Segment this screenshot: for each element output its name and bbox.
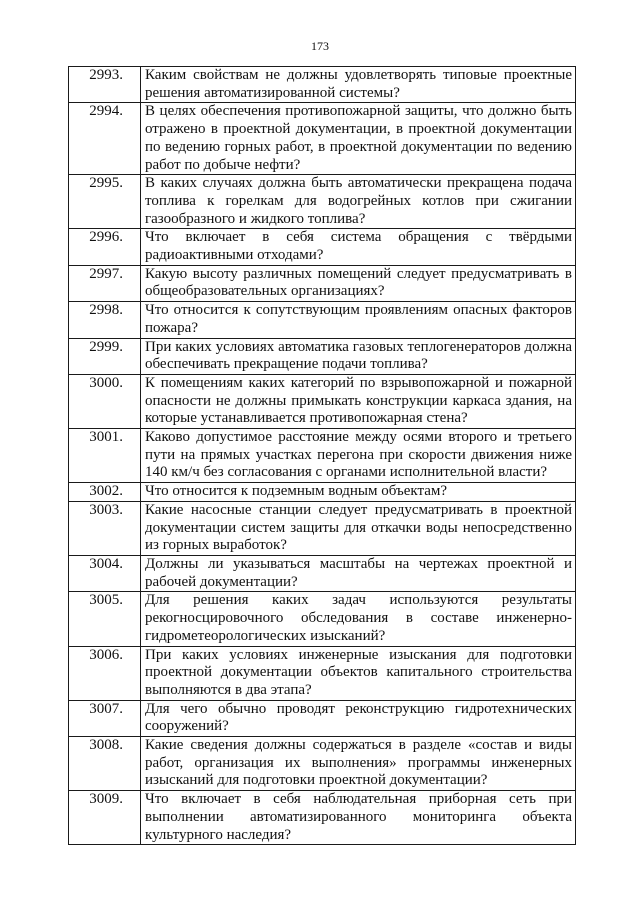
question-number: 2997. bbox=[69, 265, 141, 301]
question-number: 3001. bbox=[69, 429, 141, 483]
question-text: При каких условиях автоматика газовых теплогенераторов должна обеспечивать прекращение подачи топлива? bbox=[141, 338, 576, 374]
question-row bbox=[69, 374, 576, 428]
question-text: К помещениям каких категорий по взрывопожарной и пожарной опасности не должны примыкать конструкции каркаса здания, на которые устанавливается противопожарная стена? bbox=[141, 374, 576, 428]
question-number: 2995. bbox=[69, 175, 141, 229]
question-text: При каких условиях инженерные изыскания для подготовки проектной документации объектов капитального строительства выполняются в два этапа? bbox=[141, 646, 576, 700]
question-number: 3009. bbox=[69, 791, 141, 845]
question-number: 3006. bbox=[69, 646, 141, 700]
question-number: 3007. bbox=[69, 700, 141, 736]
question-row bbox=[69, 429, 576, 483]
question-text: Что относится к сопутствующим проявлениям опасных факторов пожара? bbox=[141, 302, 576, 338]
question-row bbox=[69, 67, 576, 103]
question-number: 3004. bbox=[69, 555, 141, 591]
question-text: В целях обеспечения противопожарной защиты, что должно быть отражено в проектной документации, в проектной документации по ведению горных работ, в проектной документации по ведению работ по добыче нефти? bbox=[141, 103, 576, 175]
question-number: 2994. bbox=[69, 103, 141, 175]
question-row bbox=[69, 592, 576, 646]
question-row bbox=[69, 229, 576, 265]
question-row bbox=[69, 737, 576, 791]
page-number: 173 bbox=[311, 39, 329, 53]
question-row bbox=[69, 103, 576, 175]
question-row bbox=[69, 302, 576, 338]
question-row bbox=[69, 700, 576, 736]
question-row bbox=[69, 791, 576, 845]
question-text: Что включает в себя система обращения с твёрдыми радиоактивными отходами? bbox=[141, 229, 576, 265]
question-text: Каково допустимое расстояние между осями второго и третьего пути на прямых участках перегона при скорости движения ниже 140 км/ч без согласования с органами исполнительной власти? bbox=[141, 429, 576, 483]
question-number: 2993. bbox=[69, 67, 141, 103]
question-text: Для чего обычно проводят реконструкцию гидротехнических сооружений? bbox=[141, 700, 576, 736]
question-row bbox=[69, 175, 576, 229]
question-text: Какие сведения должны содержаться в разделе «состав и виды работ, организация их выполнения» программы инженерных изысканий для подготовки проектной документации? bbox=[141, 737, 576, 791]
questions-table bbox=[68, 66, 576, 845]
question-row bbox=[69, 646, 576, 700]
question-number: 3003. bbox=[69, 501, 141, 555]
question-row bbox=[69, 555, 576, 591]
question-row bbox=[69, 265, 576, 301]
question-text: Каким свойствам не должны удовлетворять типовые проектные решения автоматизированной системы? bbox=[141, 67, 576, 103]
question-text: Что включает в себя наблюдательная приборная сеть при выполнении автоматизированного мониторинга объекта культурного наследия? bbox=[141, 791, 576, 845]
question-number: 3002. bbox=[69, 483, 141, 502]
question-text: Должны ли указываться масштабы на чертежах проектной и рабочей документации? bbox=[141, 555, 576, 591]
question-number: 2998. bbox=[69, 302, 141, 338]
question-number: 2996. bbox=[69, 229, 141, 265]
question-text: Какие насосные станции следует предусматривать в проектной документации систем защиты для откачки воды непосредственно из горных выработок? bbox=[141, 501, 576, 555]
question-text: Что относится к подземным водным объектам? bbox=[141, 483, 576, 502]
question-row bbox=[69, 338, 576, 374]
question-number: 3005. bbox=[69, 592, 141, 646]
question-text: В каких случаях должна быть автоматически прекращена подача топлива к горелкам для водогрейных котлов при сжигании газообразного и жидкого топлива? bbox=[141, 175, 576, 229]
question-text: Какую высоту различных помещений следует предусматривать в общеобразовательных организациях? bbox=[141, 265, 576, 301]
question-number: 3000. bbox=[69, 374, 141, 428]
question-text: Для решения каких задач используются результаты рекогносцировочного обследования в составе инженерно-гидрометеорологических изысканий? bbox=[141, 592, 576, 646]
questions-table-body bbox=[69, 67, 576, 845]
question-number: 3008. bbox=[69, 737, 141, 791]
question-row bbox=[69, 501, 576, 555]
question-row bbox=[69, 483, 576, 502]
question-number: 2999. bbox=[69, 338, 141, 374]
